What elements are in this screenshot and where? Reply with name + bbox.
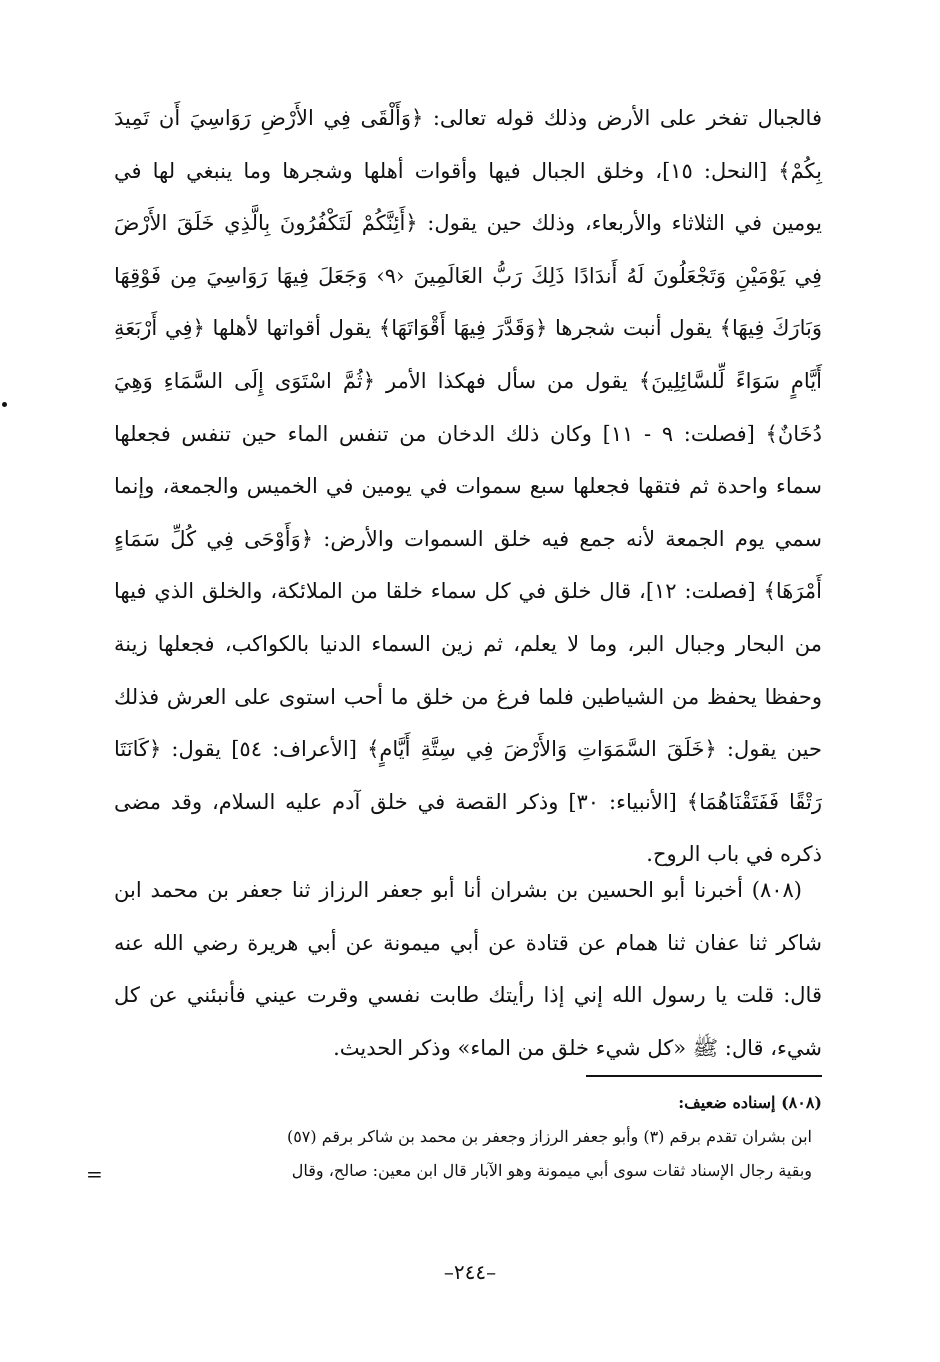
page-number: –٢٤٤–: [443, 1260, 497, 1284]
footnote-line: وبقية رجال الإسناد ثقات سوى أبي ميمونة وهو الآبار قال ابن معين: صالح، وقال: [291, 1161, 812, 1180]
hadith-block: [114, 864, 822, 1074]
main-paragraph: فالجبال تفخر على الأرض وذلك قوله تعالى: ﴿وَأَلْقَى فِي الأَرْضِ رَوَاسِيَ أَن تَمِيدَ بِكُمْ﴾ [النحل: ١٥]، وخلق الجبال فيها وأقوات أهلها وشجرها وما ينبغي لها في يومين في الثلاثاء والأربعاء، وذلك حين يقول: ﴿أَئِنَّكُمْ لَتَكْفُرُونَ بِالَّذِي خَلَقَ الأَرْضَ فِي يَوْمَيْنِ وَتَجْعَلُونَ لَهُ أَندَادًا ذَلِكَ رَبُّ العَالَمِينَ ‹٩› وَجَعَلَ فِيهَا رَوَاسِيَ مِن فَوْقِهَا وَبَارَكَ فِيهَا﴾ يقول أنبت شجرها ﴿وَقَدَّرَ فِيهَا أَقْوَاتَهَا﴾ يقول أقواتها لأهلها ﴿فِي أَرْبَعَةِ أَيَّامٍ سَوَاءً لِّلسَّائِلِينَ﴾ يقول من سأل فهكذا الأمر ﴿ثُمَّ اسْتَوَى إِلَى السَّمَاءِ وَهِيَ دُخَانٌ﴾ [فصلت: ٩ - ١١] وكان ذلك الدخان من تنفس الماء حين تنفس فجعلها سماء واحدة ثم فتقها فجعلها سبع سموات في يومين في الخميس والجمعة، وإنما سمي يوم الجمعة لأنه جمع فيه خلق السموات والأرض: ﴿وَأَوْحَى فِي كُلِّ سَمَاءٍ أَمْرَهَا﴾ [فصلت: ١٢]، قال خلق في كل سماء خلقا من الملائكة، والخلق الذي فيها من البحار وجبال البر، وما لا يعلم، ثم زين السماء الدنيا بالكواكب، فجعلها زينة وحفظا يحفظ من الشياطين فلما فرغ من خلق ما أحب استوى على العرش فذلك حين يقول: ﴿خَلَقَ السَّمَوَاتِ وَالأَرْضَ فِي سِتَّةِ أَيَّامٍ﴾ [الأعراف: ٥٤] يقول: ﴿كَانَتَا رَتْقًا فَفَتَقْنَاهُمَا﴾ [الأنبياء: ٣٠] وذكر القصة في خلق آدم عليه السلام، وقد مضى ذكره في باب الروح.: [114, 106, 823, 867]
footnote-title: (٨٠٨) إسناده ضعيف:: [678, 1093, 822, 1112]
footnote-line: ابن بشران تقدم برقم (٣) وأبو جعفر الرزاز وجعفر بن محمد بن شاكر برقم (٥٧): [286, 1127, 812, 1146]
hadith-paragraph: (٨٠٨) أخبرنا أبو الحسين بن بشران أنا أبو جعفر الرزاز ثنا جعفر بن محمد ابن شاكر ثنا عفان ثنا همام عن قتادة عن أبي ميمونة عن أبي هريرة رضي الله عنه قال: قلت يا رسول الله إني إذا رأيتك طابت نفسي وقرت عيني فأنبئني عن كل شيء، قال: ﷺ «كل شيء خلق من الماء» وذكر الحديث.: [114, 878, 822, 1060]
footnotes-block: [114, 1086, 822, 1188]
footnote-separator: [586, 1075, 822, 1077]
continuation-mark: =: [86, 1162, 103, 1186]
main-text-block: [114, 92, 822, 881]
margin-mark: [2, 402, 7, 407]
